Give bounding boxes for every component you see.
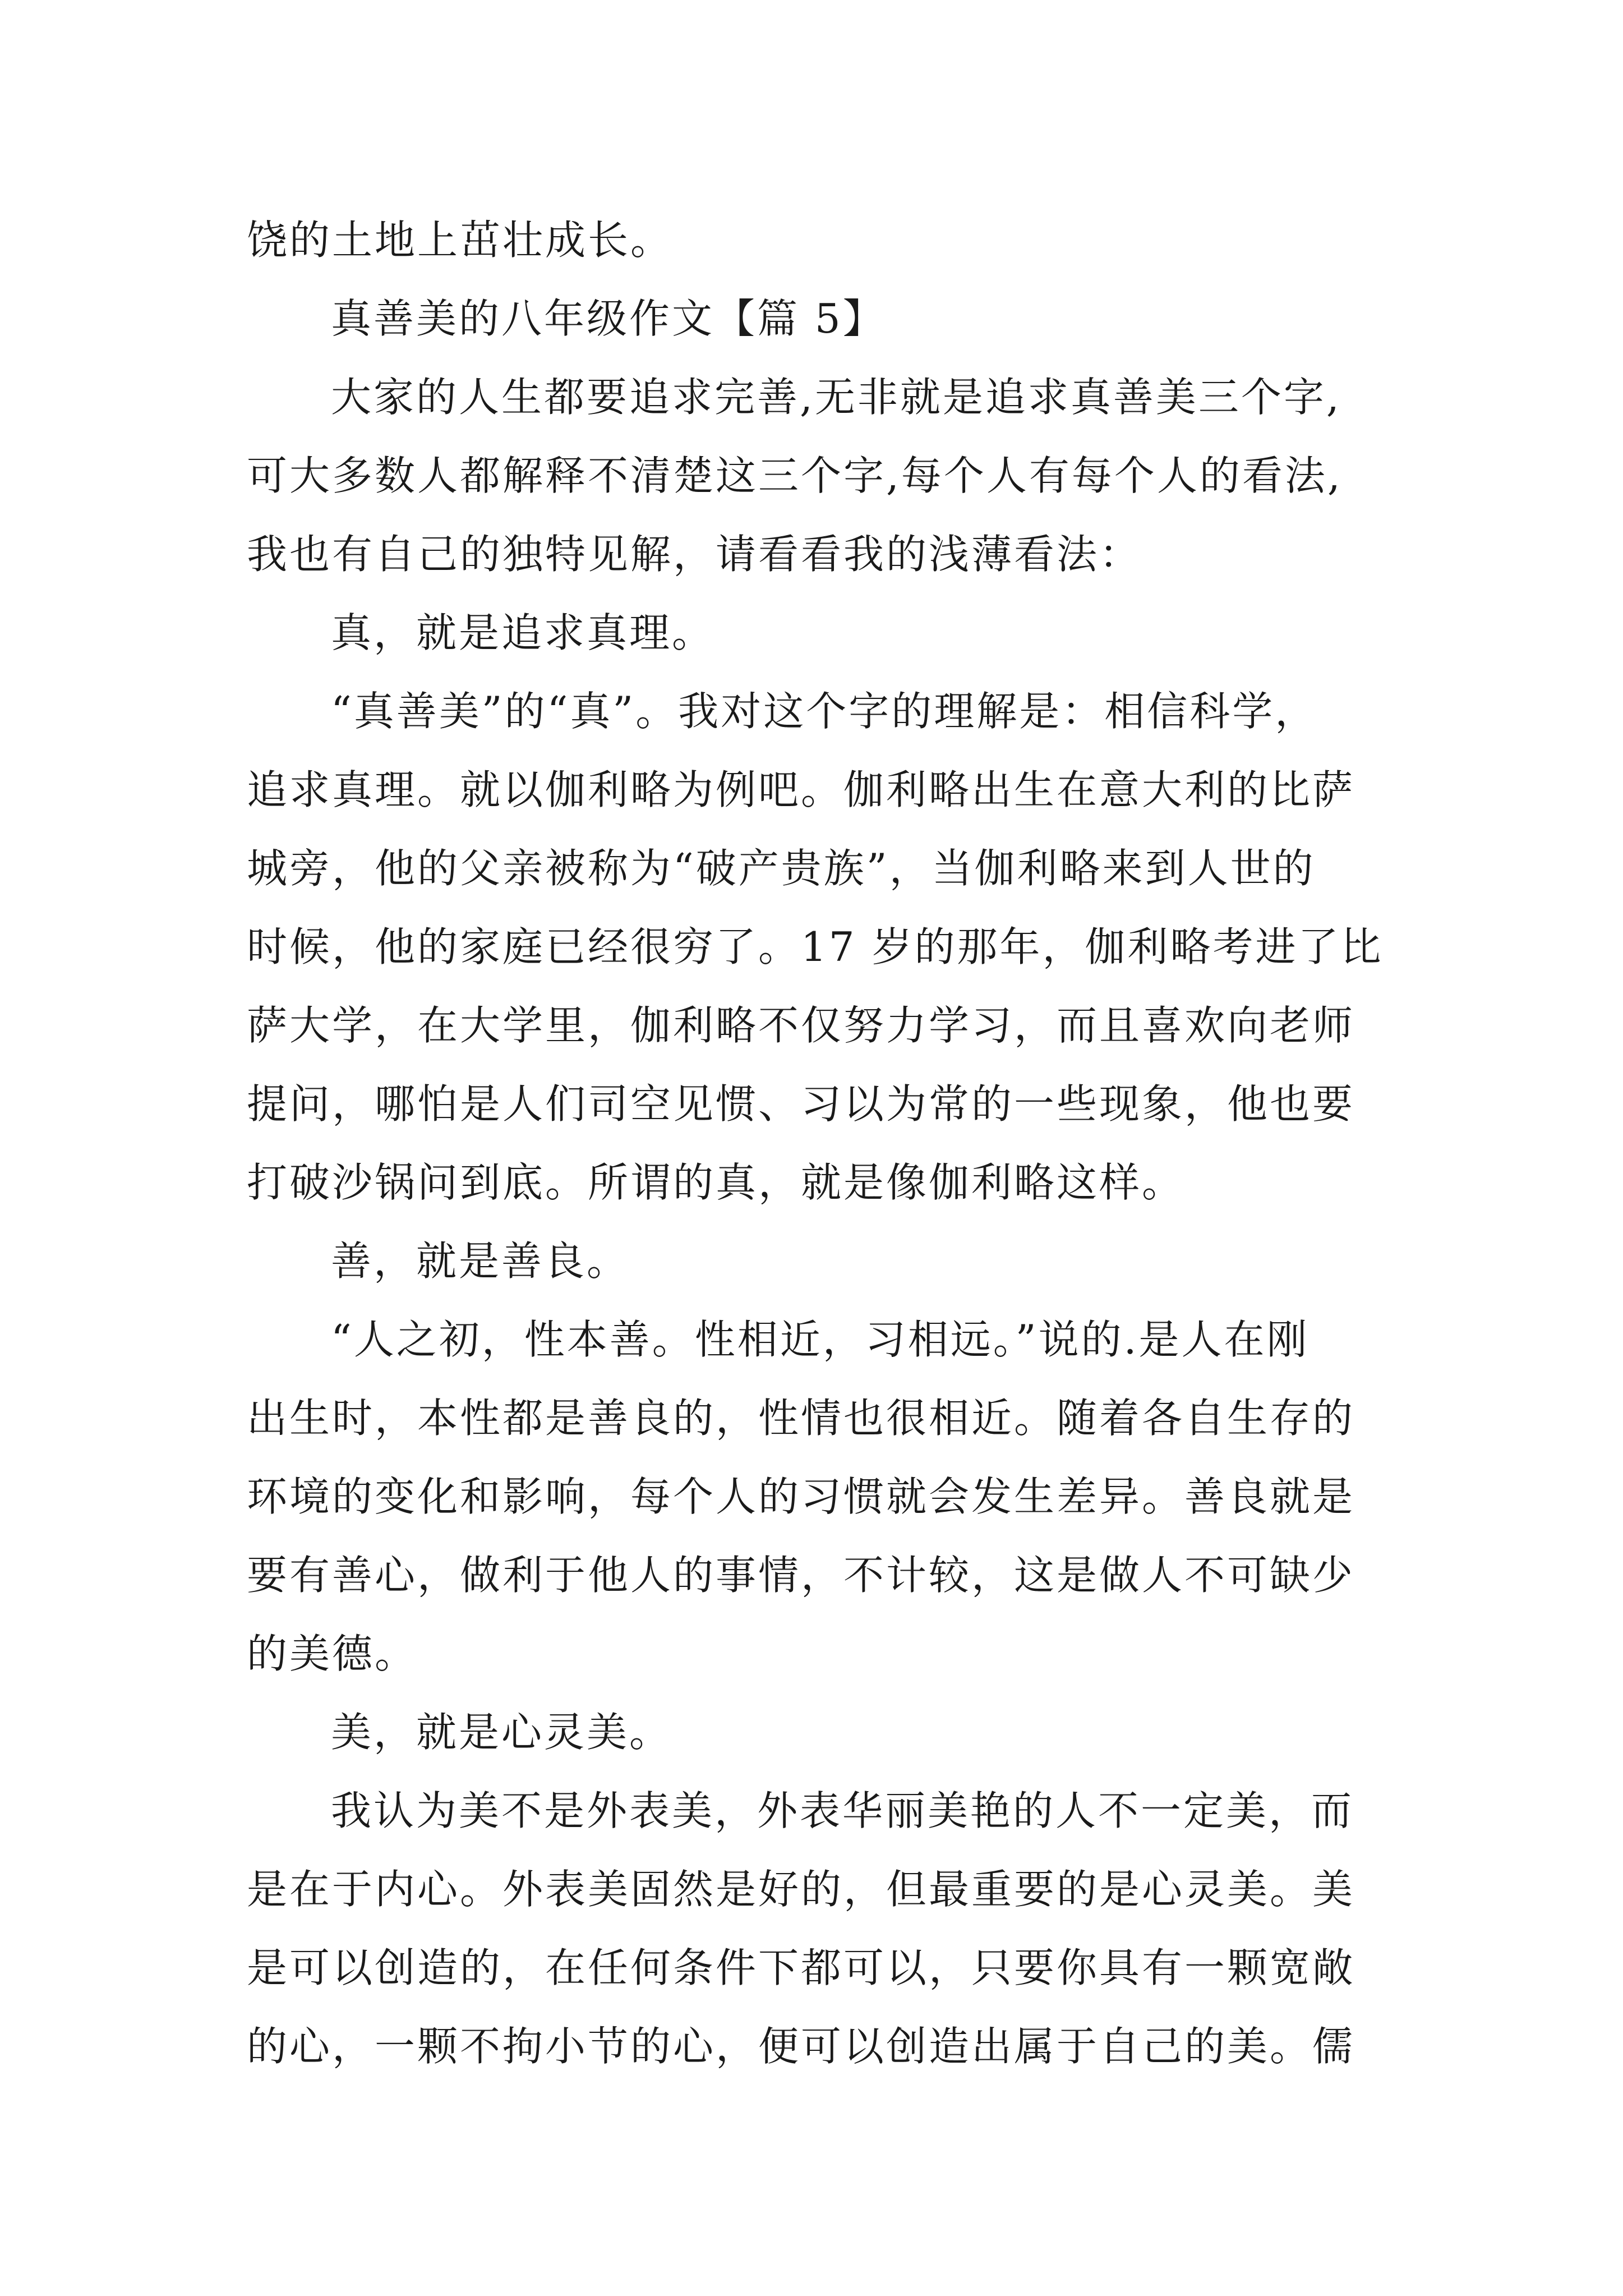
text-line: 我也有自己的独特见解，请看看我的浅薄看法： xyxy=(247,531,1142,578)
text-line: 的美德。 xyxy=(247,1630,418,1677)
text-line: “人之初，性本善。性相近，习相远。”说的.是人在刚 xyxy=(331,1316,1310,1363)
text-line: 萨大学，在大学里，伽利略不仅努力学习，而且喜欢向老师 xyxy=(247,1002,1355,1049)
text-line: 是可以创造的，在任何条件下都可以，只要你具有一颗宽敞 xyxy=(247,1944,1355,1991)
text-line: 追求真理。就以伽利略为例吧。伽利略出生在意大利的比萨 xyxy=(247,766,1355,813)
text-line: 是在于内心。外表美固然是好的，但最重要的是心灵美。美 xyxy=(247,1866,1355,1913)
text-line: 真，就是追求真理。 xyxy=(331,609,715,656)
text-line: 提问，哪怕是人们司空见惯、习以为常的一些现象，他也要 xyxy=(247,1080,1355,1128)
text-line: 要有善心，做利于他人的事情，不计较，这是做人不可缺少 xyxy=(247,1552,1355,1599)
text-line: 大家的人生都要追求完善,无非就是追求真善美三个字, xyxy=(331,374,1341,421)
text-line: 的心，一颗不拘小节的心，便可以创造出属于自己的美。儒 xyxy=(247,2023,1355,2070)
text-line: 我认为美不是外表美，外表华丽美艳的人不一定美，而 xyxy=(331,1787,1354,1834)
text-line: 饶的土地上茁壮成长。 xyxy=(247,217,674,264)
text-line: 打破沙锅问到底。所谓的真，就是像伽利略这样。 xyxy=(247,1159,1185,1206)
text-line: 环境的变化和影响，每个人的习惯就会发生差异。善良就是 xyxy=(247,1473,1355,1520)
section-heading: 真善美的八年级作文【篇 5】 xyxy=(331,295,886,342)
text-line: 出生时，本性都是善良的，性情也很相近。随着各自生存的 xyxy=(247,1395,1355,1442)
text-line: 美，就是心灵美。 xyxy=(331,1709,672,1756)
text-line: 善，就是善良。 xyxy=(331,1237,630,1285)
text-line: 城旁，他的父亲被称为“破产贵族”，当伽利略来到人世的 xyxy=(247,845,1316,892)
text-line: 可大多数人都解释不清楚这三个字,每个人有每个人的看法, xyxy=(247,452,1343,499)
text-line: “真善美”的“真”。我对这个字的理解是：相信科学， xyxy=(331,688,1318,735)
text-line: 时候，他的家庭已经很穷了。17 岁的那年，伽利略考进了比 xyxy=(247,923,1384,970)
